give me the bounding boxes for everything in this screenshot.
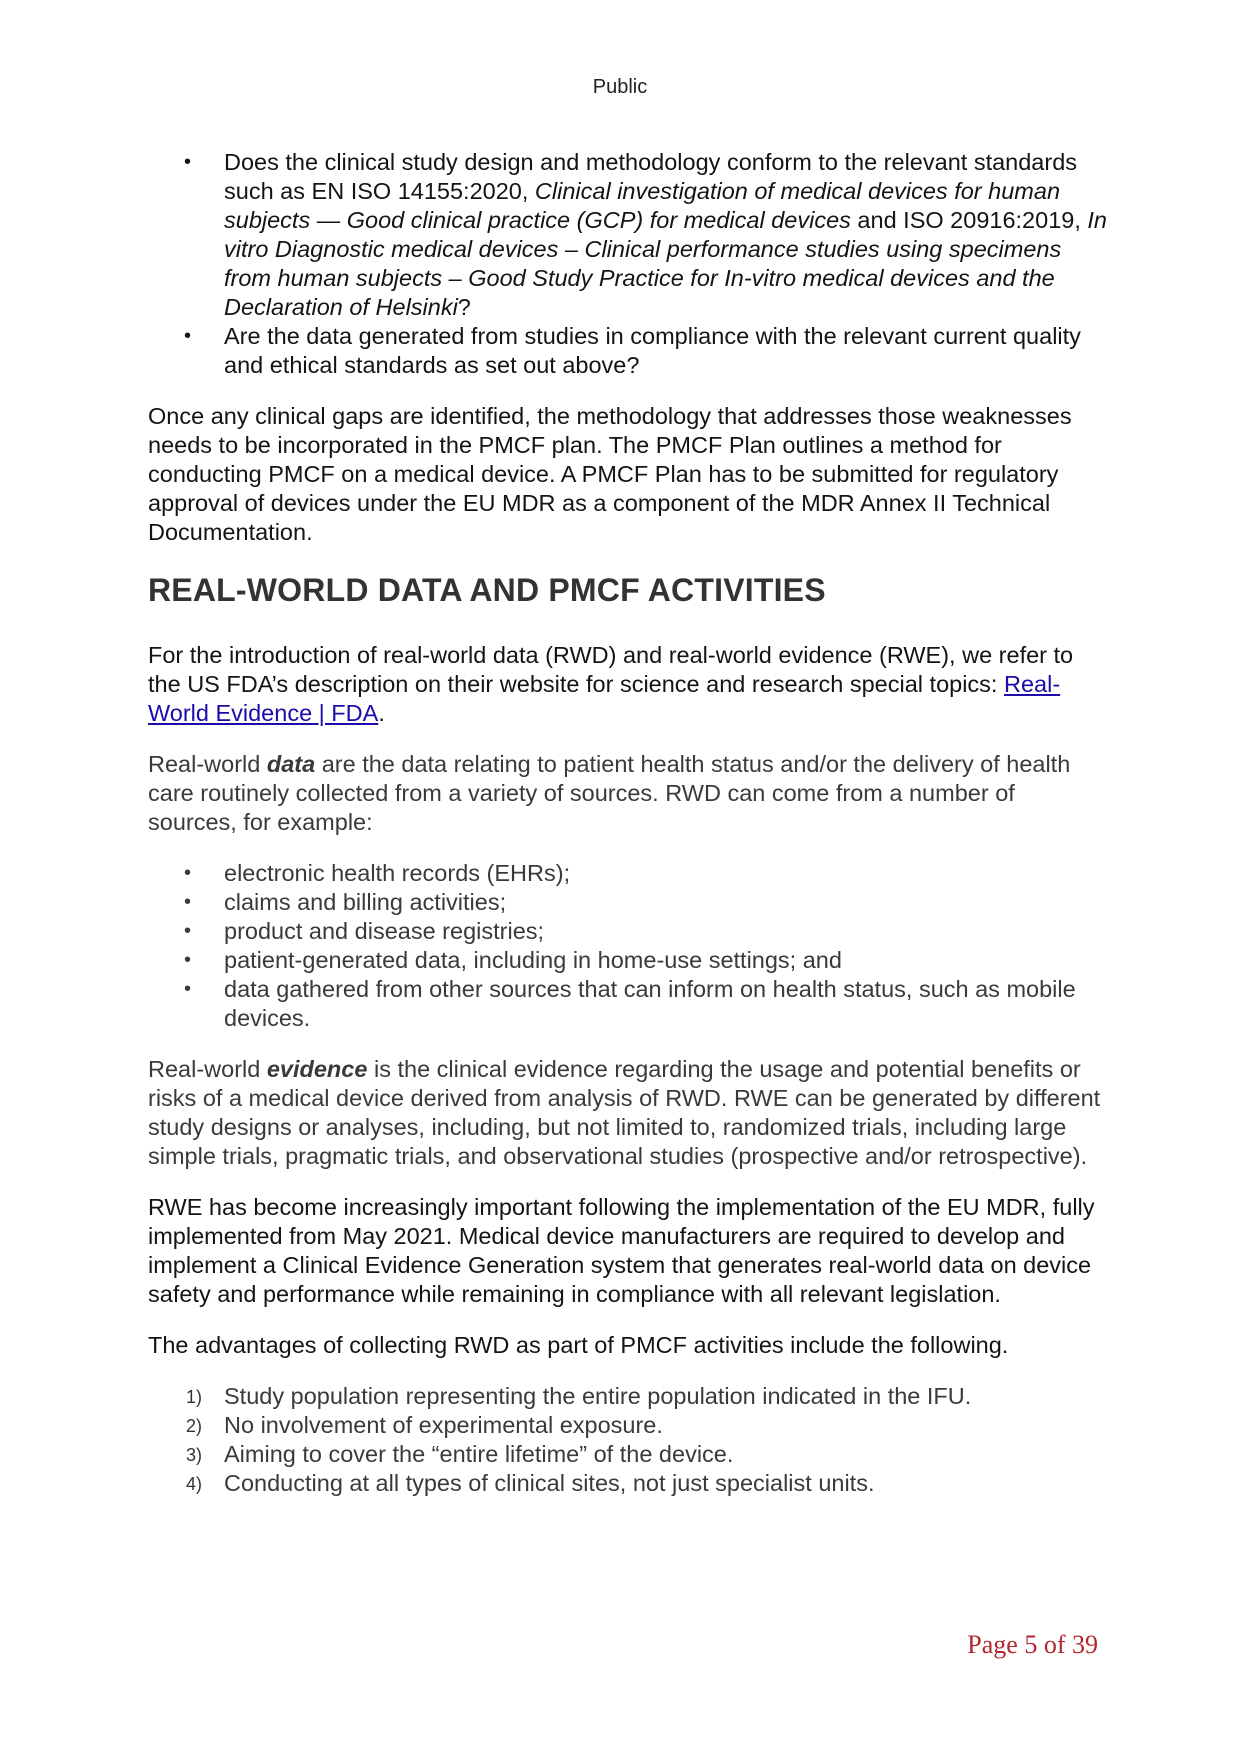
page-body — [148, 148, 1108, 1498]
paragraph-clinical-gaps: Once any clinical gaps are identified, the methodology that addresses those weaknesses needs to be incorporated in the PMCF plan. The PMCF Plan outlines a method for conducting PMCF on a medical device. A PMCF Plan has to be submitted for regulatory approval of devices under the EU MDR as a component of the MDR Annex II Technical Documentation. — [148, 403, 1072, 545]
list-number: 1) — [186, 1387, 203, 1407]
bullet-icon: • — [184, 920, 192, 942]
criteria-bullet-list — [148, 148, 1108, 380]
bullet-icon: • — [184, 949, 192, 971]
advantages-numbered-list — [148, 1382, 1108, 1498]
rwd-sources-list — [148, 859, 1108, 1033]
list-item: • electronic health records (EHRs); — [184, 860, 571, 886]
page-number: Page 5 of 39 — [967, 1630, 1098, 1659]
bullet-icon: • — [184, 151, 192, 173]
bullet-icon: • — [184, 862, 192, 884]
paragraph-rwe-definition: Real-world evidence is the clinical evidence regarding the usage and potential benefits or risks of a medical device derived from analysis of RWD. RWE can be generated by different study designs or analyses, including, but not limited to, randomized trials, including large simple trials, pragmatic trials, and observational studies (prospective and/or retrospective). — [148, 1056, 1101, 1169]
list-item: • data gathered from other sources that can inform on health status, such as mobile devices. — [184, 976, 1076, 1031]
list-item: • patient-generated data, including in home-use settings; and — [184, 947, 842, 973]
list-item: 1) Study population representing the entire population indicated in the IFU. — [148, 1382, 1108, 1411]
bullet-icon: • — [184, 325, 192, 347]
paragraph-rwe-mdr: RWE has become increasingly important following the implementation of the EU MDR, fully implemented from May 2021. Medical device manufacturers are required to develop and implement a Clinical Evidence Generation system that generates real-world data on device safety and performance while remaining in compliance with all relevant legislation. — [148, 1194, 1095, 1307]
bullet-icon: • — [184, 891, 192, 913]
list-item: • claims and billing activities; — [184, 889, 507, 915]
list-item: 4) Conducting at all types of clinical sites, not just specialist units. — [148, 1469, 1108, 1498]
bullet-icon: • — [184, 978, 192, 1000]
paragraph-advantages-intro: The advantages of collecting RWD as part of PMCF activities include the following. — [148, 1332, 1009, 1358]
list-item: • product and disease registries; — [184, 918, 545, 944]
fda-rwe-link[interactable]: Real-World Evidence | FDA — [148, 671, 1061, 726]
paragraph-rwd-intro: For the introduction of real-world data (RWD) and real-world evidence (RWE), we refer to the US FDA’s description on their website for science and research special topics: Real-World Evidence | FDA. — [148, 642, 1074, 726]
paragraph-rwd-definition: Real-world data are the data relating to patient health status and/or the delivery of health care routinely collected from a variety of sources. RWD can come from a number of sources, for example: — [148, 751, 1071, 835]
list-item: • Does the clinical study design and methodology conform to the relevant standards such as EN ISO 14155:2020, Clinical investigation of medical devices for human subjects — Good clinical practice (GCP) for medical devices and ISO 20916:2019, In vitro Diagnostic medical devices – Clinical performance studies using specimens from human subjects – Good Study Practice for In-vitro medical devices and the Declaration of Helsinki? — [184, 149, 1108, 320]
list-item: • Are the data generated from studies in compliance with the relevant current quality and ethical standards as set out above? — [184, 323, 1081, 378]
list-number: 2) — [186, 1416, 203, 1436]
classification-label: Public — [592, 76, 648, 98]
list-item: 3) Aiming to cover the “entire lifetime” of the device. — [148, 1440, 1108, 1469]
list-number: 3) — [186, 1445, 203, 1465]
list-item: 2) No involvement of experimental exposure. — [148, 1411, 1108, 1440]
section-heading: REAL-WORLD DATA AND PMCF ACTIVITIES — [148, 572, 826, 608]
list-number: 4) — [186, 1474, 203, 1494]
